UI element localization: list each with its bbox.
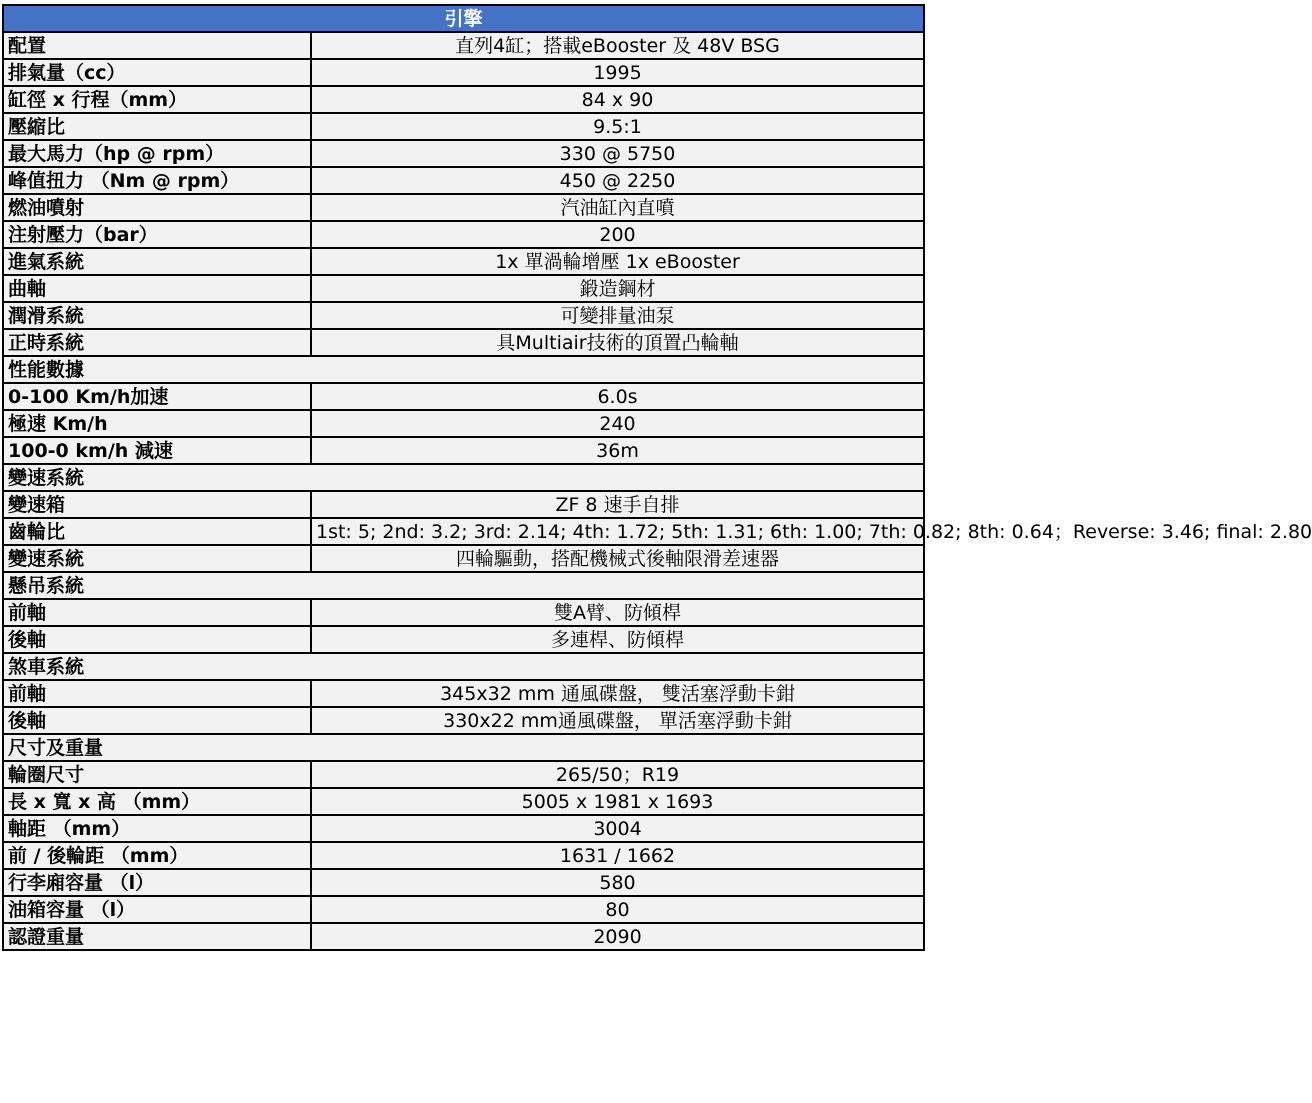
spec-label: 後軸 [3,626,311,653]
spec-table [2,4,1312,951]
spec-value: 1995 [311,59,924,86]
spec-row [3,599,924,626]
spec-label: 後軸 [3,707,311,734]
spec-value: 1631 / 1662 [311,842,924,869]
spec-label: 輪圈尺寸 [3,761,311,788]
spec-value: 鍛造鋼材 [311,275,924,302]
spec-label: 油箱容量 （l） [3,896,311,923]
spec-row [3,113,924,140]
spec-value: 200 [311,221,924,248]
spec-row [3,626,924,653]
spec-row [3,140,924,167]
spec-row [3,815,924,842]
spec-value: 84 x 90 [311,86,924,113]
spec-value: 36m [311,437,924,464]
spec-row [3,59,924,86]
spec-value: 2090 [311,923,924,950]
spec-row [3,896,924,923]
spec-label: 軸距 （mm） [3,815,311,842]
spec-label: 100-0 km/h 減速 [3,437,311,464]
spec-label: 注射壓力（bar） [3,221,311,248]
spec-label: 缸徑 x 行程（mm） [3,86,311,113]
section-row [3,356,924,383]
spec-value: 330 @ 5750 [311,140,924,167]
spec-label: 前 / 後輪距 （mm） [3,842,311,869]
spec-row [3,32,924,59]
spec-label: 配置 [3,32,311,59]
spec-row [3,248,924,275]
spec-row [3,410,924,437]
spec-value: 1st: 5; 2nd: 3.2; 3rd: 2.14; 4th: 1.72; 5th: 1.31; 6th: 1.00; 7th: 0.82; 8th: 0.64；Reverse: 3.46; final: 2.80 [311,518,924,545]
spec-row [3,545,924,572]
section-heading: 變速系統 [3,464,924,491]
spec-value: 9.5:1 [311,113,924,140]
spec-label: 變速箱 [3,491,311,518]
spec-label: 齒輪比 [3,518,311,545]
spec-row [3,194,924,221]
spec-value: 汽油缸內直噴 [311,194,924,221]
spec-value: 265/50；R19 [311,761,924,788]
spec-label: 前軸 [3,599,311,626]
section-row [3,464,924,491]
spec-row [3,86,924,113]
spec-value: 多連桿、防傾桿 [311,626,924,653]
spec-value: 可變排量油泵 [311,302,924,329]
spec-label: 行李廂容量 （l） [3,869,311,896]
spec-row [3,707,924,734]
spec-value: 3004 [311,815,924,842]
spec-value: 具Multiair技術的頂置凸輪軸 [311,329,924,356]
spec-value: 80 [311,896,924,923]
spec-row [3,275,924,302]
spec-row [3,788,924,815]
spec-value: 5005 x 1981 x 1693 [311,788,924,815]
spec-value: 345x32 mm 通風碟盤， 雙活塞浮動卡鉗 [311,680,924,707]
spec-label: 峰值扭力 （Nm @ rpm） [3,167,311,194]
spec-row [3,518,924,545]
spec-value: 四輪驅動，搭配機械式後軸限滑差速器 [311,545,924,572]
spec-row [3,842,924,869]
spec-row [3,680,924,707]
spec-label: 最大馬力（hp @ rpm） [3,140,311,167]
spec-label: 排氣量（cc） [3,59,311,86]
spec-row [3,869,924,896]
spec-row [3,761,924,788]
spec-label: 極速 Km/h [3,410,311,437]
spec-label: 前軸 [3,680,311,707]
section-row [3,572,924,599]
spec-value: 330x22 mm通風碟盤， 單活塞浮動卡鉗 [311,707,924,734]
table-title: 引擎 [3,5,924,32]
section-heading: 煞車系統 [3,653,924,680]
spec-value: 直列4缸；搭載eBooster 及 48V BSG [311,32,924,59]
spec-value: 6.0s [311,383,924,410]
spec-row [3,302,924,329]
spec-row [3,923,924,950]
spec-label: 變速系統 [3,545,311,572]
section-heading: 尺寸及重量 [3,734,924,761]
spec-row [3,491,924,518]
spec-value: 雙A臂、防傾桿 [311,599,924,626]
spec-label: 進氣系統 [3,248,311,275]
section-heading: 懸吊系統 [3,572,924,599]
spec-label: 壓縮比 [3,113,311,140]
spec-row [3,221,924,248]
spec-label: 長 x 寬 x 高 （mm） [3,788,311,815]
spec-value: 240 [311,410,924,437]
spec-value: 580 [311,869,924,896]
section-row [3,653,924,680]
spec-label: 認證重量 [3,923,311,950]
section-heading: 性能數據 [3,356,924,383]
spec-value: 1x 單渦輪增壓 1x eBooster [311,248,924,275]
spec-row [3,329,924,356]
spec-row [3,167,924,194]
spec-label: 燃油噴射 [3,194,311,221]
spec-label: 0-100 Km/h加速 [3,383,311,410]
spec-row [3,383,924,410]
spec-label: 曲軸 [3,275,311,302]
spec-label: 潤滑系統 [3,302,311,329]
spec-value: ZF 8 速手自排 [311,491,924,518]
spec-value: 450 @ 2250 [311,167,924,194]
spec-label: 正時系統 [3,329,311,356]
section-row [3,734,924,761]
title-row [3,5,924,32]
spec-row [3,437,924,464]
